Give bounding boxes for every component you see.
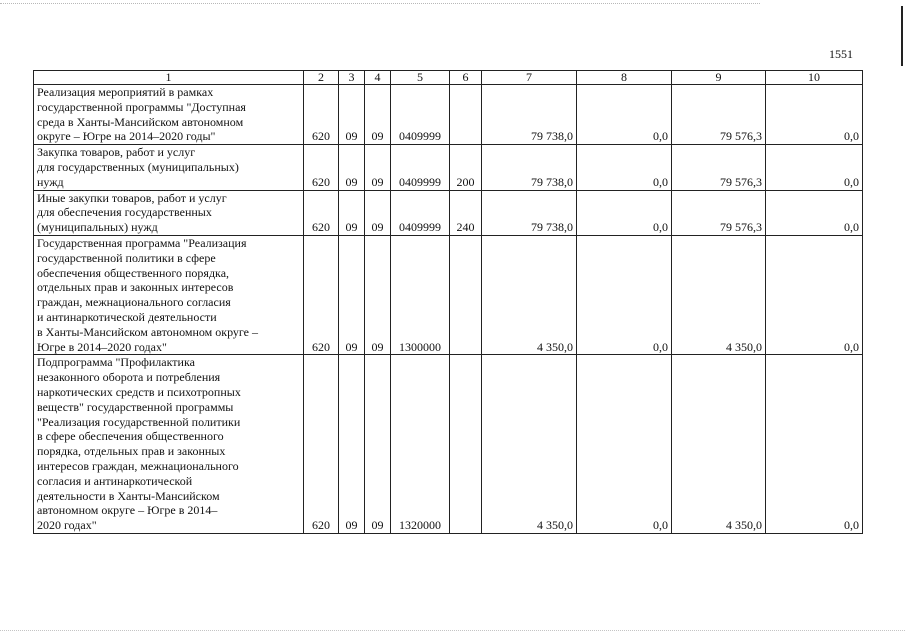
cell-expense-type: 240 [450,190,482,235]
column-header: 4 [365,71,391,85]
cell-amount: 0,0 [766,145,863,190]
cell-section: 09 [339,85,365,145]
cell-amount: 0,0 [577,85,672,145]
cell-amount: 79 738,0 [482,190,577,235]
cell-amount: 0,0 [766,235,863,354]
column-header: 8 [577,71,672,85]
column-header: 9 [672,71,766,85]
cell-amount: 79 576,3 [672,85,766,145]
row-name: Подпрограмма "Профилактика незаконного оборота и потребления наркотических средств и психотропных веществ" государственной программы "Реализация государственной политики в сфере обеспечения общественного порядка, отдельных прав и законных интересов граждан, межнационального согласия и антинаркотической деятельности в Ханты-Мансийском автономном округе – Югре в 2014– 2020 годах" [34,355,304,534]
column-header: 7 [482,71,577,85]
cell-amount: 4 350,0 [672,235,766,354]
column-header: 1 [34,71,304,85]
column-header: 2 [304,71,339,85]
row-name: Государственная программа "Реализация государственной политики в сфере обеспечения общественного порядка, отдельных прав и законных интересов граждан, межнационального согласия и антинаркотической деятельности в Ханты-Мансийском автономном округе – Югре в 2014–2020 годах" [34,235,304,354]
cell-ministry-code: 620 [304,145,339,190]
cell-target-code: 0409999 [391,145,450,190]
cell-expense-type [450,235,482,354]
cell-target-code: 1300000 [391,235,450,354]
cell-amount: 4 350,0 [482,355,577,534]
column-header: 6 [450,71,482,85]
page-number: 1551 [829,47,853,61]
cell-ministry-code: 620 [304,355,339,534]
table-row [34,85,863,145]
cell-section: 09 [339,235,365,354]
column-header: 5 [391,71,450,85]
cell-amount: 79 738,0 [482,145,577,190]
scan-edge-mark [901,6,903,66]
cell-expense-type [450,355,482,534]
table-row [34,355,863,534]
cell-amount: 0,0 [577,190,672,235]
cell-amount: 79 738,0 [482,85,577,145]
row-name: Закупка товаров, работ и услуг для государственных (муниципальных) нужд [34,145,304,190]
cell-amount: 0,0 [577,355,672,534]
table-row [34,190,863,235]
cell-ministry-code: 620 [304,190,339,235]
cell-expense-type [450,85,482,145]
cell-subsection: 09 [365,355,391,534]
cell-section: 09 [339,355,365,534]
cell-amount: 4 350,0 [672,355,766,534]
cell-subsection: 09 [365,145,391,190]
cell-amount: 0,0 [766,355,863,534]
cell-amount: 0,0 [577,235,672,354]
cell-amount: 0,0 [766,85,863,145]
cell-ministry-code: 620 [304,85,339,145]
cell-amount: 4 350,0 [482,235,577,354]
cell-amount: 79 576,3 [672,145,766,190]
cell-target-code: 0409999 [391,190,450,235]
column-header: 3 [339,71,365,85]
cell-target-code: 1320000 [391,355,450,534]
cell-ministry-code: 620 [304,235,339,354]
cell-subsection: 09 [365,190,391,235]
row-name: Реализация мероприятий в рамках государственной программы "Доступная среда в Ханты-Мансийском автономном округе – Югре на 2014–2020 годы" [34,85,304,145]
cell-amount: 0,0 [766,190,863,235]
column-header: 10 [766,71,863,85]
scan-artifact-bottom [0,630,905,631]
table-row [34,145,863,190]
scan-artifact-top [0,3,760,4]
row-name: Иные закупки товаров, работ и услуг для обеспечения государственных (муниципальных) нужд [34,190,304,235]
cell-subsection: 09 [365,235,391,354]
cell-section: 09 [339,190,365,235]
cell-subsection: 09 [365,85,391,145]
cell-amount: 0,0 [577,145,672,190]
table-row [34,235,863,354]
cell-expense-type: 200 [450,145,482,190]
cell-target-code: 0409999 [391,85,450,145]
cell-section: 09 [339,145,365,190]
budget-table [33,70,863,534]
table-header-row [34,71,863,85]
cell-amount: 79 576,3 [672,190,766,235]
